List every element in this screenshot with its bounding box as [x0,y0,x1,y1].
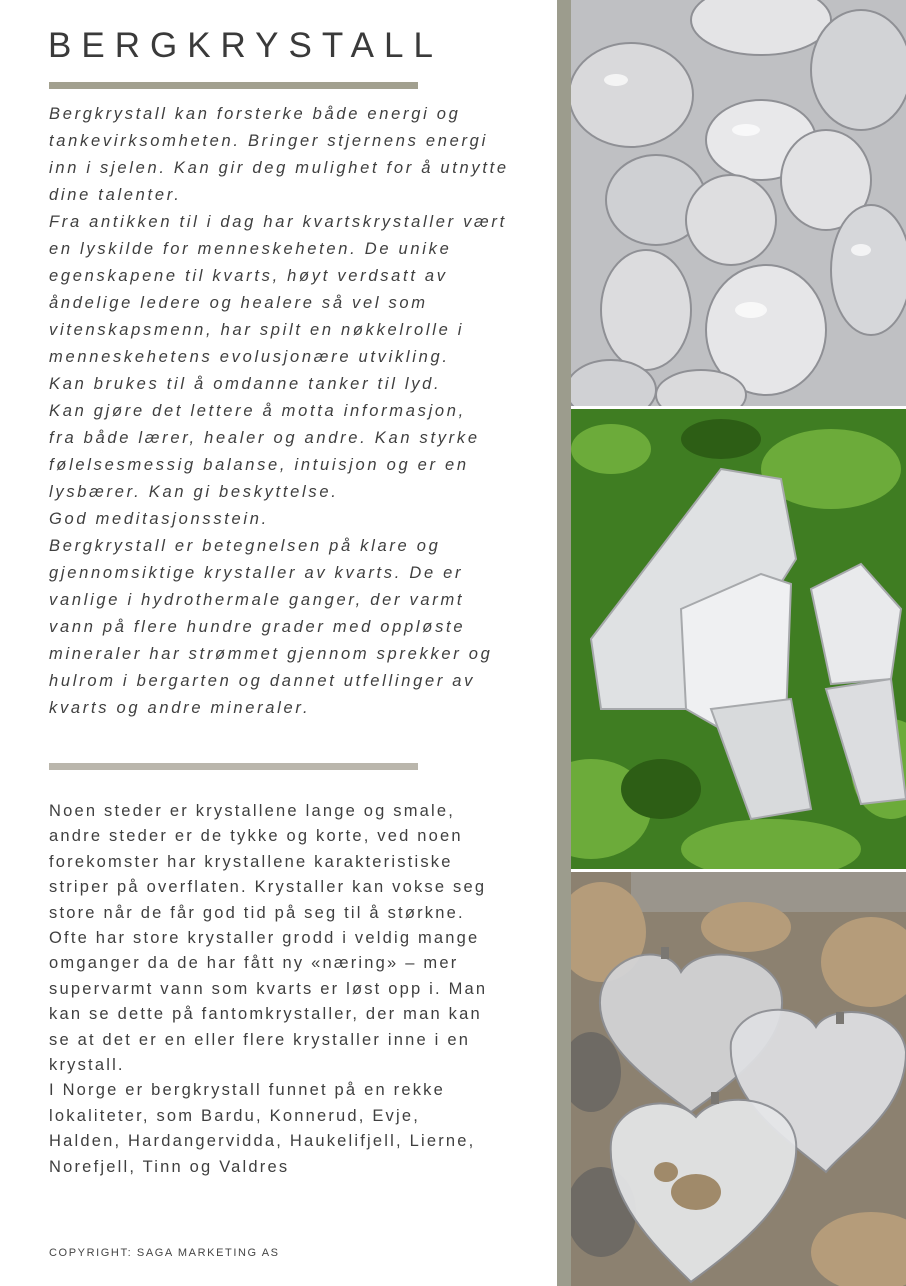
title-divider [49,82,418,89]
side-accent-strip [557,0,571,1286]
quartz-heart-pendants-photo [571,872,906,1286]
tumbled-quartz-photo [571,0,906,406]
body-paragraph: Noen steder er krystallene lange og smale, andre steder er de tykke og korte, ved noen forekomster har krystallene karakteristiske striper på overflaten. Krystaller kan vokse seg store når de får god tid på seg til å størkne. Ofte har store krystaller grodd i veldig mange omganger da de har fått ny «næring» – mer supervarmt vann som kvarts er løst opp i. Man kan se dette på fantomkrystaller, der man kan se at det er en eller flere krystaller inne i en krystall. I Norge er bergkrystall funnet på en rekke lokaliteter, som Bardu, Konnerud, Evje, Halden, Hardangervidda, Haukelifjell, Lierne, Norefjell, Tinn og Valdres [49,802,488,1176]
copyright-notice: COPYRIGHT: SAGA MARKETING AS [49,1247,280,1259]
rough-quartz-on-grass-photo [571,409,906,869]
page-title: BERGKRYSTALL [48,26,443,65]
intro-paragraph: Bergkrystall kan forsterke både energi og tankevirksomheten. Bringer stjernens energi inn i sjelen. Kan gir deg mulighet for å utnytte dine talenter. Fra antikken til i dag har kvartskrystaller vært en lyskilde for menneskeheten. De unike egenskapene til kvarts, høyt verdsatt av åndelige ledere og healere så vel som vitenskapsmenn, har spilt en nøkkelrolle i menneskehetens evolusjonære utvikling. Kan brukes til å omdanne tanker til lyd. Kan gjøre det lettere å motta informasjon, fra både lærer, healer og andre. Kan styrke følelsesmessig balanse, intuisjon og er en lysbærer. Kan gi beskyttelse. God meditasjonsstein. Bergkrystall er betegnelsen på klare og gjennomsiktige krystaller av kvarts. De er vanlige i hydrothermale ganger, der varmt vann på flere hundre grader med oppløste mineraler har strømmet gjennom sprekker og hulrom i bergarten og dannet utfellinger av kvarts og andre mineraler. [49,105,509,717]
section-divider [49,763,418,770]
